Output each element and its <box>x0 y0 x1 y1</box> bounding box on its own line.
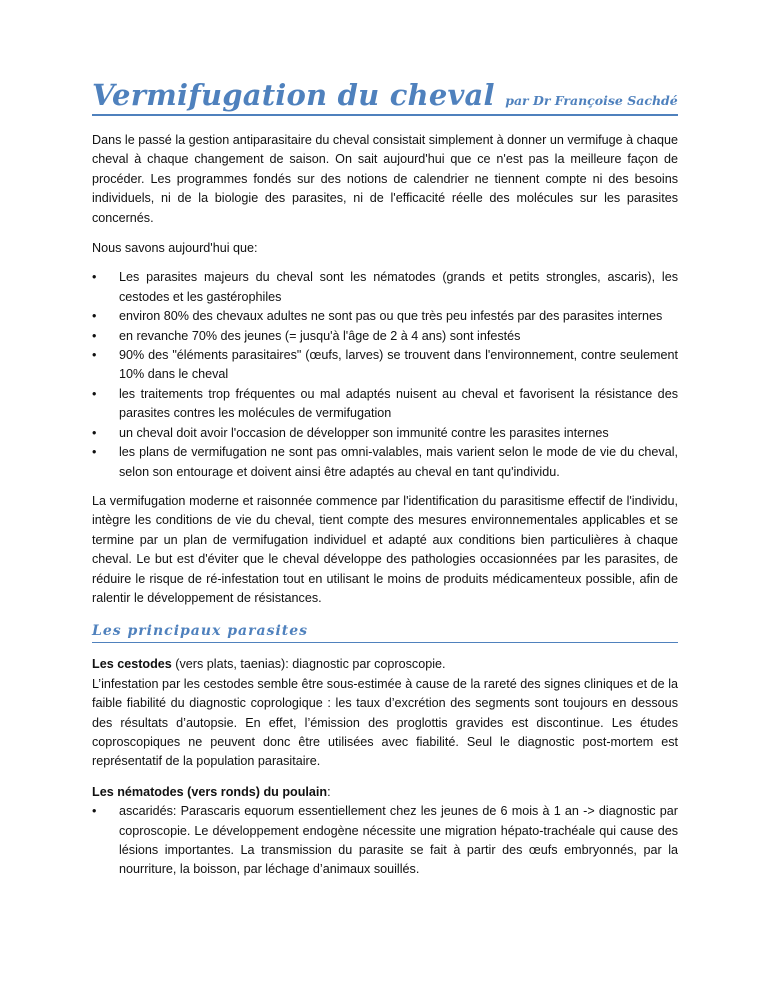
bullet-icon: • <box>92 270 97 285</box>
bullet-icon: • <box>92 445 97 460</box>
list-item <box>92 346 678 385</box>
nematodes-label: Les nématodes (vers ronds) du poulain <box>92 784 328 799</box>
document-title: Vermifugation du cheval <box>92 78 495 112</box>
list-item <box>92 268 678 307</box>
intro-paragraph: Dans le passé la gestion antiparasitaire du cheval consistait simplement à donner un vermifuge à chaque cheval à chaque changement de saison. On sait aujourd'hui que ce n'est pas la meilleure façon de procéder. Les programmes fondés sur des notions de calendrier ne tiennent compte ni des besoins individuels, ni de la biologie des parasites, ni de l'efficacité réelle des molécules sur les parasites concernés. <box>92 133 678 225</box>
vermifugation-moderne-paragraph: La vermifugation moderne et raisonnée commence par l'identification du parasitisme effectif de l'individu, intègre les conditions de vie du cheval, tient compte des mesures environnementales applicables et se termine par un plan de vermifugation individuel et adapté aux conditions bien particulières à chaque cheval. Le but est d'éviter que le cheval développe des pathologies occasionnées par les parasites, de réduire le risque de ré-infestation tout en utilisant le moins de produits médicamenteux possible, afin de ralentir le développement de résistances. <box>92 493 678 605</box>
list-item <box>92 327 678 346</box>
facts-list <box>92 268 678 481</box>
bullet-icon: • <box>92 309 97 324</box>
list-item <box>92 424 678 443</box>
cestodes-heading <box>92 655 678 674</box>
nous-savons-paragraph: Nous savons aujourd'hui que: <box>92 241 258 256</box>
section-heading: Les principaux parasites <box>92 623 678 643</box>
list-item-text: les traitements trop fréquentes ou mal adaptés nuisent au cheval et favorisent la résistance des parasites contres les molécules de vermifugation <box>119 386 678 421</box>
list-item-text: un cheval doit avoir l'occasion de développer son immunité contre les parasites internes <box>119 425 609 440</box>
cestodes-label: Les cestodes <box>92 657 172 672</box>
list-item-text: 90% des "éléments parasitaires" (œufs, larves) se trouvent dans l'environnement, contre seulement 10% dans le cheval <box>119 348 678 382</box>
list-item-text: Les parasites majeurs du cheval sont les nématodes (grands et petits strongles, ascaris), les cestodes et les gastérophiles <box>119 270 678 304</box>
list-item <box>92 385 678 424</box>
list-item-text: les plans de vermifugation ne sont pas omni-valables, mais varient selon le mode de vie du cheval, selon son entourage et doivent ainsi être adaptés au cheval en tant qu'individu. <box>119 445 678 479</box>
bullet-icon: • <box>92 328 97 343</box>
bullet-icon: • <box>92 425 97 440</box>
cestodes-paragraph: L’infestation par les cestodes semble être sous-estimée à cause de la rareté des signes cliniques et de la faible fiabilité du diagnostic coprologique : les taux d’excrétion des segments sont toujours en dessous des résultats d’autopsie. En effet, l’émission des proglottis gravides est discontinue. Les études coproscopiques ne peuvent donc être utilisées avec fiabilité. Seul le diagnostic post-mortem est représentatif de la population parasitaire. <box>92 676 678 769</box>
list-item-text: ascaridés: Parascaris equorum essentiellement chez les jeunes de 6 mois à 1 an -> diagnostic par coproscopie. Le développement endogène nécessite une migration hépato-trachéale qui cause des lésions importantes. La transmission du parasite se fait à partir des œufs embryonnés, par la nourriture, la boisson, par léchage d’animaux souillés. <box>119 804 678 877</box>
bullet-icon: • <box>92 348 97 363</box>
list-item <box>92 802 678 880</box>
cestodes-label-rest: (vers plats, taenias): diagnostic par coproscopie. <box>171 657 446 672</box>
list-item-text: environ 80% des chevaux adultes ne sont pas ou que très peu infestés par des parasites internes <box>119 309 663 324</box>
nematodes-heading <box>92 783 678 802</box>
list-item <box>92 307 678 326</box>
bullet-icon: • <box>92 386 97 401</box>
nematodes-list <box>92 802 678 880</box>
list-item-text: en revanche 70% des jeunes (= jusqu'à l'âge de 2 à 4 ans) sont infestés <box>119 328 521 343</box>
title-row <box>92 78 678 116</box>
document-author: par Dr Françoise Sachdé <box>505 93 678 108</box>
document-content <box>92 78 678 880</box>
bullet-icon: • <box>92 804 97 819</box>
list-item <box>92 443 678 482</box>
nematodes-label-rest: : <box>327 784 331 799</box>
